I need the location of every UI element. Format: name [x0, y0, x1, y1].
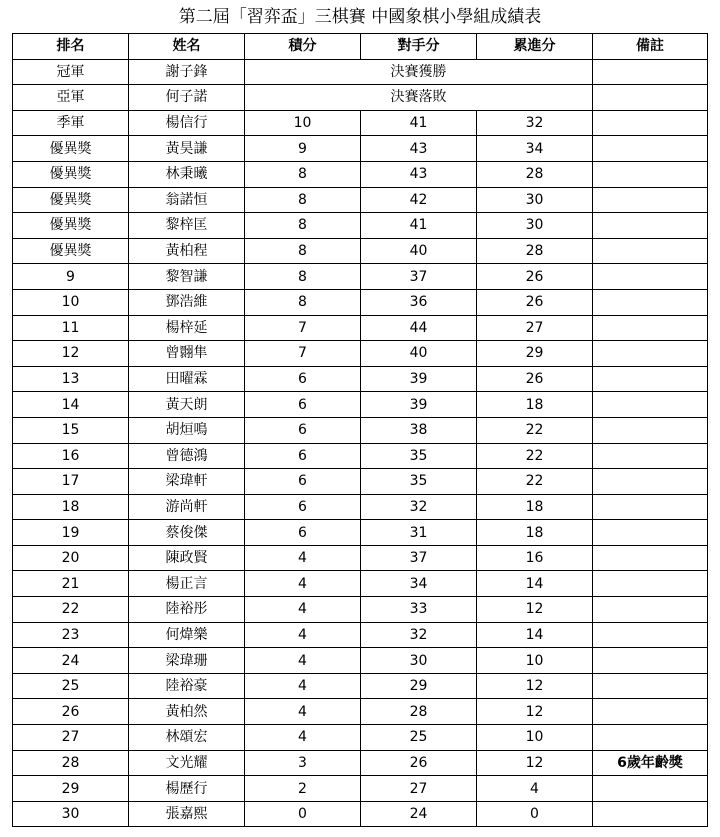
opponent-score-cell: 26	[361, 750, 477, 776]
opponent-score-cell: 35	[361, 469, 477, 495]
table-row	[13, 187, 708, 213]
rank-cell: 14	[13, 392, 129, 418]
name-cell: 黃昊謙	[129, 136, 245, 162]
remark-cell	[593, 161, 708, 187]
header-points: 積分	[245, 34, 361, 60]
cumulative-score-cell: 22	[477, 443, 593, 469]
points-cell: 4	[245, 648, 361, 674]
rank-cell: 26	[13, 699, 129, 725]
table-row	[13, 136, 708, 162]
remark-cell	[593, 110, 708, 136]
table-row	[13, 571, 708, 597]
points-cell: 4	[245, 699, 361, 725]
cumulative-score-cell: 32	[477, 110, 593, 136]
remark-cell	[593, 725, 708, 751]
cumulative-score-cell: 4	[477, 776, 593, 802]
cumulative-score-cell: 30	[477, 213, 593, 239]
points-cell: 4	[245, 545, 361, 571]
rank-cell: 優異獎	[13, 136, 129, 162]
points-cell: 6	[245, 443, 361, 469]
cumulative-score-cell: 29	[477, 341, 593, 367]
name-cell: 鄧浩維	[129, 289, 245, 315]
cumulative-score-cell: 12	[477, 673, 593, 699]
header-opponent-score: 對手分	[361, 34, 477, 60]
cumulative-score-cell: 14	[477, 571, 593, 597]
opponent-score-cell: 25	[361, 725, 477, 751]
remark-cell	[593, 187, 708, 213]
points-cell: 9	[245, 136, 361, 162]
cumulative-score-cell: 28	[477, 238, 593, 264]
opponent-score-cell: 33	[361, 597, 477, 623]
rank-cell: 19	[13, 520, 129, 546]
rank-cell: 11	[13, 315, 129, 341]
opponent-score-cell: 24	[361, 801, 477, 827]
table-row	[13, 315, 708, 341]
points-cell: 7	[245, 341, 361, 367]
name-cell: 胡烜鳴	[129, 417, 245, 443]
name-cell: 楊歷行	[129, 776, 245, 802]
cumulative-score-cell: 28	[477, 161, 593, 187]
name-cell: 曾德鴻	[129, 443, 245, 469]
table-row	[13, 801, 708, 827]
cumulative-score-cell: 16	[477, 545, 593, 571]
opponent-score-cell: 37	[361, 264, 477, 290]
remark-cell	[593, 289, 708, 315]
points-cell: 8	[245, 213, 361, 239]
table-row	[13, 392, 708, 418]
points-cell: 8	[245, 264, 361, 290]
name-cell: 翁諾恒	[129, 187, 245, 213]
table-row	[13, 494, 708, 520]
table-row	[13, 725, 708, 751]
remark-cell	[593, 622, 708, 648]
name-cell: 黃柏程	[129, 238, 245, 264]
table-row	[13, 161, 708, 187]
rank-cell: 20	[13, 545, 129, 571]
opponent-score-cell: 43	[361, 136, 477, 162]
rank-cell: 22	[13, 597, 129, 623]
rank-cell: 優異獎	[13, 187, 129, 213]
cumulative-score-cell: 26	[477, 264, 593, 290]
cumulative-score-cell: 12	[477, 597, 593, 623]
points-cell: 2	[245, 776, 361, 802]
points-cell: 8	[245, 238, 361, 264]
rank-cell: 29	[13, 776, 129, 802]
rank-cell: 優異獎	[13, 238, 129, 264]
opponent-score-cell: 43	[361, 161, 477, 187]
cumulative-score-cell: 10	[477, 648, 593, 674]
name-cell: 文光耀	[129, 750, 245, 776]
points-cell: 8	[245, 161, 361, 187]
remark-cell	[593, 545, 708, 571]
opponent-score-cell: 41	[361, 213, 477, 239]
table-row	[13, 238, 708, 264]
rank-cell: 冠軍	[13, 59, 129, 85]
opponent-score-cell: 29	[361, 673, 477, 699]
points-cell: 8	[245, 187, 361, 213]
rank-cell: 優異獎	[13, 161, 129, 187]
rank-cell: 優異獎	[13, 213, 129, 239]
opponent-score-cell: 44	[361, 315, 477, 341]
rank-cell: 27	[13, 725, 129, 751]
table-header-row	[13, 34, 708, 60]
opponent-score-cell: 40	[361, 341, 477, 367]
remark-cell	[593, 417, 708, 443]
remark-cell	[593, 776, 708, 802]
table-row	[13, 341, 708, 367]
opponent-score-cell: 34	[361, 571, 477, 597]
opponent-score-cell: 41	[361, 110, 477, 136]
opponent-score-cell: 30	[361, 648, 477, 674]
remark-cell	[593, 571, 708, 597]
name-cell: 陸裕豪	[129, 673, 245, 699]
header-cumulative-score: 累進分	[477, 34, 593, 60]
table-row	[13, 289, 708, 315]
remark-cell	[593, 443, 708, 469]
name-cell: 陸裕彤	[129, 597, 245, 623]
cumulative-score-cell: 14	[477, 622, 593, 648]
remark-cell	[593, 673, 708, 699]
points-cell: 6	[245, 469, 361, 495]
rank-cell: 17	[13, 469, 129, 495]
table-row	[13, 520, 708, 546]
cumulative-score-cell: 26	[477, 289, 593, 315]
cumulative-score-cell: 12	[477, 699, 593, 725]
opponent-score-cell: 35	[361, 443, 477, 469]
opponent-score-cell: 32	[361, 494, 477, 520]
opponent-score-cell: 28	[361, 699, 477, 725]
points-cell: 6	[245, 366, 361, 392]
remark-cell	[593, 648, 708, 674]
name-cell: 謝子鋒	[129, 59, 245, 85]
rank-cell: 季軍	[13, 110, 129, 136]
points-cell: 7	[245, 315, 361, 341]
points-cell: 0	[245, 801, 361, 827]
name-cell: 梁瑋珊	[129, 648, 245, 674]
remark-cell	[593, 213, 708, 239]
cumulative-score-cell: 30	[477, 187, 593, 213]
header-rank: 排名	[13, 34, 129, 60]
points-cell: 3	[245, 750, 361, 776]
header-remarks: 備註	[593, 34, 708, 60]
cumulative-score-cell: 27	[477, 315, 593, 341]
name-cell: 黎智謙	[129, 264, 245, 290]
name-cell: 楊正言	[129, 571, 245, 597]
rank-cell: 16	[13, 443, 129, 469]
rank-cell: 12	[13, 341, 129, 367]
name-cell: 梁瑋軒	[129, 469, 245, 495]
table-row	[13, 85, 708, 111]
cumulative-score-cell: 18	[477, 520, 593, 546]
name-cell: 田曜霖	[129, 366, 245, 392]
page-title: 第二屆「習弈盃」三棋賽 中國象棋小學組成績表	[178, 7, 542, 27]
remark-cell	[593, 85, 708, 111]
remark-cell	[593, 597, 708, 623]
table-row	[13, 622, 708, 648]
rank-cell: 25	[13, 673, 129, 699]
opponent-score-cell: 39	[361, 392, 477, 418]
remark-cell	[593, 238, 708, 264]
cumulative-score-cell: 34	[477, 136, 593, 162]
cumulative-score-cell: 0	[477, 801, 593, 827]
cumulative-score-cell: 10	[477, 725, 593, 751]
table-row	[13, 699, 708, 725]
name-cell: 游尚軒	[129, 494, 245, 520]
table-row	[13, 469, 708, 495]
cumulative-score-cell: 18	[477, 494, 593, 520]
results-table	[12, 33, 708, 827]
remark-cell	[593, 136, 708, 162]
opponent-score-cell: 27	[361, 776, 477, 802]
table-row	[13, 213, 708, 239]
points-cell: 6	[245, 494, 361, 520]
header-name: 姓名	[129, 34, 245, 60]
table-row	[13, 366, 708, 392]
name-cell: 楊梓延	[129, 315, 245, 341]
name-cell: 林頌宏	[129, 725, 245, 751]
points-cell: 4	[245, 571, 361, 597]
points-cell: 6	[245, 417, 361, 443]
cumulative-score-cell: 26	[477, 366, 593, 392]
opponent-score-cell: 40	[361, 238, 477, 264]
rank-cell: 亞軍	[13, 85, 129, 111]
table-row	[13, 264, 708, 290]
rank-cell: 10	[13, 289, 129, 315]
table-row	[13, 59, 708, 85]
opponent-score-cell: 37	[361, 545, 477, 571]
table-row	[13, 648, 708, 674]
table-row	[13, 545, 708, 571]
remark-cell	[593, 59, 708, 85]
cumulative-score-cell: 12	[477, 750, 593, 776]
points-cell: 4	[245, 725, 361, 751]
result-note-cell: 決賽落敗	[245, 85, 593, 111]
remark-cell	[593, 392, 708, 418]
rank-cell: 15	[13, 417, 129, 443]
name-cell: 林秉曦	[129, 161, 245, 187]
rank-cell: 21	[13, 571, 129, 597]
opponent-score-cell: 39	[361, 366, 477, 392]
rank-cell: 24	[13, 648, 129, 674]
rank-cell: 30	[13, 801, 129, 827]
points-cell: 8	[245, 289, 361, 315]
table-row	[13, 776, 708, 802]
table-row	[13, 750, 708, 776]
cumulative-score-cell: 18	[477, 392, 593, 418]
name-cell: 曾翾隼	[129, 341, 245, 367]
rank-cell: 28	[13, 750, 129, 776]
table-row	[13, 673, 708, 699]
points-cell: 4	[245, 597, 361, 623]
rank-cell: 13	[13, 366, 129, 392]
remark-cell: 6歲年齡獎	[593, 750, 708, 776]
table-row	[13, 110, 708, 136]
rank-cell: 9	[13, 264, 129, 290]
table-row	[13, 443, 708, 469]
name-cell: 何煒樂	[129, 622, 245, 648]
cumulative-score-cell: 22	[477, 417, 593, 443]
rank-cell: 23	[13, 622, 129, 648]
name-cell: 何子諾	[129, 85, 245, 111]
remark-cell	[593, 469, 708, 495]
remark-cell	[593, 520, 708, 546]
opponent-score-cell: 32	[361, 622, 477, 648]
points-cell: 6	[245, 520, 361, 546]
points-cell: 6	[245, 392, 361, 418]
result-note-cell: 決賽獲勝	[245, 59, 593, 85]
name-cell: 蔡俊傑	[129, 520, 245, 546]
remark-cell	[593, 494, 708, 520]
table-row	[13, 417, 708, 443]
opponent-score-cell: 31	[361, 520, 477, 546]
name-cell: 黃柏然	[129, 699, 245, 725]
table-row	[13, 597, 708, 623]
points-cell: 4	[245, 622, 361, 648]
remark-cell	[593, 341, 708, 367]
opponent-score-cell: 42	[361, 187, 477, 213]
remark-cell	[593, 801, 708, 827]
name-cell: 楊信行	[129, 110, 245, 136]
name-cell: 陳政賢	[129, 545, 245, 571]
remark-cell	[593, 315, 708, 341]
remark-cell	[593, 366, 708, 392]
points-cell: 4	[245, 673, 361, 699]
opponent-score-cell: 38	[361, 417, 477, 443]
remark-cell	[593, 264, 708, 290]
name-cell: 張嘉熙	[129, 801, 245, 827]
name-cell: 黎梓匡	[129, 213, 245, 239]
remark-cell	[593, 699, 708, 725]
rank-cell: 18	[13, 494, 129, 520]
cumulative-score-cell: 22	[477, 469, 593, 495]
points-cell: 10	[245, 110, 361, 136]
opponent-score-cell: 36	[361, 289, 477, 315]
name-cell: 黃天朗	[129, 392, 245, 418]
